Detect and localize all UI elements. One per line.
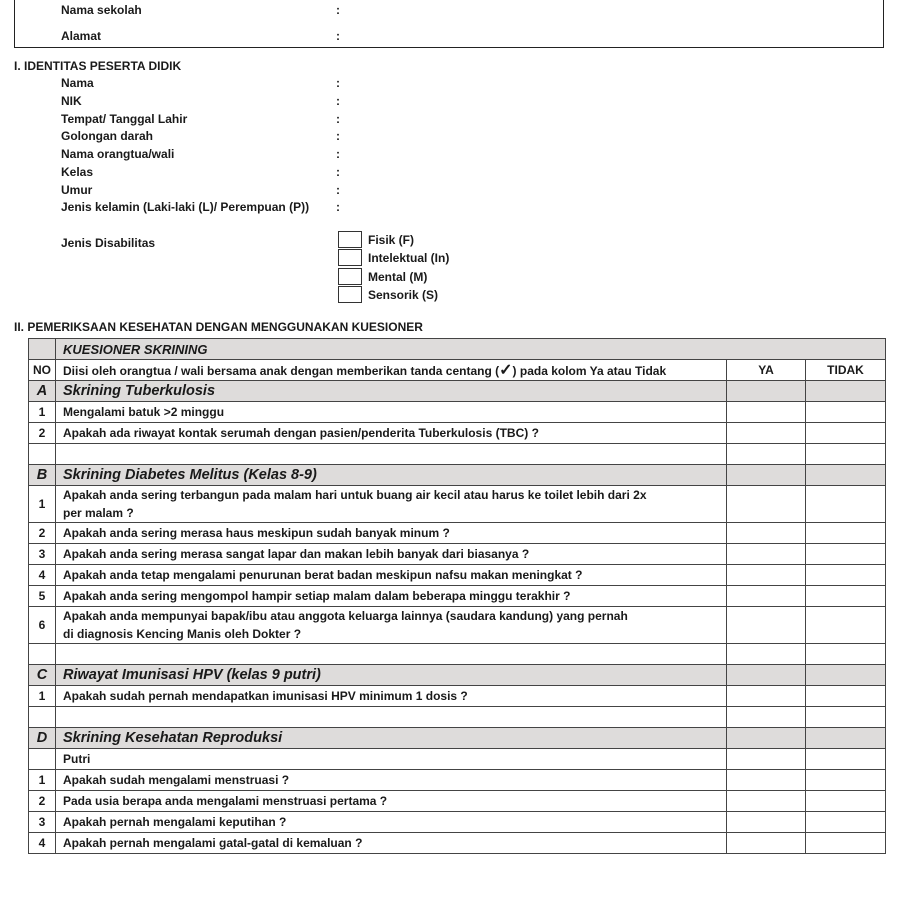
answer-ya-cell[interactable] xyxy=(727,486,806,523)
subsection-ya-cell xyxy=(727,749,806,770)
table-row xyxy=(29,770,886,791)
section-title: Skrining Diabetes Melitus (Kelas 8-9) xyxy=(56,465,727,486)
table-row xyxy=(29,812,886,833)
title-blank-cell xyxy=(29,339,56,360)
answer-tidak-cell[interactable] xyxy=(806,565,886,586)
question-line-1: Apakah anda mempunyai bapak/ibu atau anggota keluarga lainnya (saudara kandung) yang pernah xyxy=(63,609,628,623)
field-class-label: Kelas xyxy=(61,165,94,179)
field-blood-type-label: Golongan darah xyxy=(61,129,154,143)
table-row xyxy=(29,586,886,607)
subsection-blank-cell xyxy=(29,749,56,770)
empty-cell xyxy=(29,707,56,728)
section-code: A xyxy=(29,381,56,402)
header-instruction-after: ) pada kolom Ya atau Tidak xyxy=(512,364,667,378)
subsection-tidak-cell xyxy=(806,749,886,770)
row-number: 5 xyxy=(29,586,56,607)
table-row xyxy=(29,565,886,586)
school-name-colon: : xyxy=(336,3,340,17)
empty-cell xyxy=(806,707,886,728)
table-row xyxy=(29,686,886,707)
table-header-row xyxy=(29,360,886,381)
disability-physical-label: Fisik (F) xyxy=(368,233,415,247)
answer-ya-cell[interactable] xyxy=(727,686,806,707)
answer-ya-cell[interactable] xyxy=(727,523,806,544)
section-title: Riwayat Imunisasi HPV (kelas 9 putri) xyxy=(56,665,727,686)
section-tidak-cell xyxy=(806,728,886,749)
row-number: 2 xyxy=(29,523,56,544)
table-title-row xyxy=(29,339,886,360)
school-address-colon: : xyxy=(336,29,340,43)
section-b-row xyxy=(29,465,886,486)
row-number: 3 xyxy=(29,812,56,833)
school-name-label: Nama sekolah xyxy=(61,3,142,17)
answer-ya-cell[interactable] xyxy=(727,812,806,833)
answer-ya-cell[interactable] xyxy=(727,423,806,444)
row-number: 4 xyxy=(29,565,56,586)
section-ya-cell xyxy=(727,465,806,486)
answer-ya-cell[interactable] xyxy=(727,770,806,791)
subsection-title: Putri xyxy=(56,749,727,770)
row-number: 6 xyxy=(29,607,56,644)
question-text xyxy=(56,486,727,523)
question-text: Apakah sudah mengalami menstruasi ? xyxy=(56,770,727,791)
row-number: 4 xyxy=(29,833,56,854)
row-number: 2 xyxy=(29,791,56,812)
question-line-2: di diagnosis Kencing Manis oleh Dokter ? xyxy=(63,627,302,641)
answer-tidak-cell[interactable] xyxy=(806,402,886,423)
table-row xyxy=(29,791,886,812)
answer-tidak-cell[interactable] xyxy=(806,486,886,523)
answer-tidak-cell[interactable] xyxy=(806,586,886,607)
header-ya: YA xyxy=(727,360,806,381)
field-nik-label: NIK xyxy=(61,94,82,108)
answer-ya-cell[interactable] xyxy=(727,586,806,607)
questionnaire-table xyxy=(28,338,886,854)
disability-label: Jenis Disabilitas xyxy=(61,236,156,250)
field-colon: : xyxy=(336,183,340,197)
empty-cell xyxy=(727,644,806,665)
answer-ya-cell[interactable] xyxy=(727,833,806,854)
section-code: D xyxy=(29,728,56,749)
row-number: 2 xyxy=(29,423,56,444)
section-c-row xyxy=(29,665,886,686)
question-text: Apakah sudah pernah mendapatkan imunisasi HPV minimum 1 dosis ? xyxy=(56,686,727,707)
question-line-2: per malam ? xyxy=(63,506,134,520)
table-row xyxy=(29,607,886,644)
field-gender-label: Jenis kelamin (Laki-laki (L)/ Perempuan (P)) xyxy=(61,200,310,214)
section-a-row xyxy=(29,381,886,402)
identity-section-title: I. IDENTITAS PESERTA DIDIK xyxy=(14,59,182,73)
question-text: Apakah ada riwayat kontak serumah dengan pasien/penderita Tuberkulosis (TBC) ? xyxy=(56,423,727,444)
answer-tidak-cell[interactable] xyxy=(806,770,886,791)
disability-intellectual-checkbox[interactable] xyxy=(338,249,362,266)
field-birth-label: Tempat/ Tanggal Lahir xyxy=(61,112,188,126)
field-colon: : xyxy=(336,147,340,161)
table-row xyxy=(29,544,886,565)
disability-physical-checkbox[interactable] xyxy=(338,231,362,248)
section-title: Skrining Tuberkulosis xyxy=(56,381,727,402)
table-row xyxy=(29,523,886,544)
field-guardian-label: Nama orangtua/wali xyxy=(61,147,175,161)
answer-tidak-cell[interactable] xyxy=(806,791,886,812)
question-text: Apakah anda sering merasa sangat lapar dan makan lebih banyak dari biasanya ? xyxy=(56,544,727,565)
school-address-label: Alamat xyxy=(61,29,102,43)
table-title: KUESIONER SKRINING xyxy=(56,339,886,360)
answer-tidak-cell[interactable] xyxy=(806,686,886,707)
check-mark-icon: ✓ xyxy=(499,362,513,379)
empty-cell xyxy=(29,444,56,465)
exam-section-title: II. PEMERIKSAAN KESEHATAN DENGAN MENGGUNAKAN KUESIONER xyxy=(14,320,423,334)
answer-tidak-cell[interactable] xyxy=(806,523,886,544)
section-d-row xyxy=(29,728,886,749)
empty-cell xyxy=(727,444,806,465)
field-nama-label: Nama xyxy=(61,76,94,90)
field-colon: : xyxy=(336,112,340,126)
field-colon: : xyxy=(336,94,340,108)
empty-cell xyxy=(806,644,886,665)
field-colon: : xyxy=(336,76,340,90)
answer-ya-cell[interactable] xyxy=(727,565,806,586)
disability-sensory-checkbox[interactable] xyxy=(338,286,362,303)
empty-cell xyxy=(56,707,727,728)
answer-ya-cell[interactable] xyxy=(727,791,806,812)
row-number: 1 xyxy=(29,770,56,791)
empty-row xyxy=(29,644,886,665)
answer-ya-cell[interactable] xyxy=(727,607,806,644)
empty-cell xyxy=(56,644,727,665)
empty-cell xyxy=(56,444,727,465)
school-info-box xyxy=(14,0,884,48)
question-text: Pada usia berapa anda mengalami menstruasi pertama ? xyxy=(56,791,727,812)
question-text: Apakah anda sering mengompol hampir setiap malam dalam beberapa minggu terakhir ? xyxy=(56,586,727,607)
header-instruction-before: Diisi oleh orangtua / wali bersama anak dengan memberikan tanda centang ( xyxy=(63,364,500,378)
table-row xyxy=(29,402,886,423)
answer-tidak-cell[interactable] xyxy=(806,423,886,444)
disability-mental-label: Mental (M) xyxy=(368,270,428,284)
section-ya-cell xyxy=(727,665,806,686)
section-ya-cell xyxy=(727,728,806,749)
field-colon: : xyxy=(336,129,340,143)
section-tidak-cell xyxy=(806,381,886,402)
table-row xyxy=(29,833,886,854)
answer-tidak-cell[interactable] xyxy=(806,812,886,833)
question-text: Apakah pernah mengalami gatal-gatal di kemaluan ? xyxy=(56,833,727,854)
disability-mental-checkbox[interactable] xyxy=(338,268,362,285)
row-number: 1 xyxy=(29,486,56,523)
question-text: Apakah anda sering merasa haus meskipun sudah banyak minum ? xyxy=(56,523,727,544)
field-colon: : xyxy=(336,200,340,214)
field-colon: : xyxy=(336,165,340,179)
empty-row xyxy=(29,444,886,465)
question-text: Apakah anda tetap mengalami penurunan berat badan meskipun nafsu makan meningkat ? xyxy=(56,565,727,586)
row-number: 3 xyxy=(29,544,56,565)
empty-row xyxy=(29,707,886,728)
table-row xyxy=(29,423,886,444)
row-number: 1 xyxy=(29,686,56,707)
question-text: Mengalami batuk >2 minggu xyxy=(56,402,727,423)
header-instruction xyxy=(56,360,727,381)
question-line-1: Apakah anda sering terbangun pada malam hari untuk buang air kecil atau harus ke toilet lebih dari 2x xyxy=(63,488,647,502)
answer-tidak-cell[interactable] xyxy=(806,544,886,565)
answer-tidak-cell[interactable] xyxy=(806,833,886,854)
header-tidak: TIDAK xyxy=(806,360,886,381)
section-title: Skrining Kesehatan Reproduksi xyxy=(56,728,727,749)
row-number: 1 xyxy=(29,402,56,423)
empty-cell xyxy=(727,707,806,728)
empty-cell xyxy=(806,444,886,465)
question-text: Apakah pernah mengalami keputihan ? xyxy=(56,812,727,833)
answer-tidak-cell[interactable] xyxy=(806,607,886,644)
field-age-label: Umur xyxy=(61,183,93,197)
header-no: NO xyxy=(29,360,56,381)
section-code: C xyxy=(29,665,56,686)
section-tidak-cell xyxy=(806,665,886,686)
disability-sensory-label: Sensorik (S) xyxy=(368,288,439,302)
disability-intellectual-label: Intelektual (In) xyxy=(368,251,450,265)
section-ya-cell xyxy=(727,381,806,402)
subsection-row xyxy=(29,749,886,770)
question-text xyxy=(56,607,727,644)
answer-ya-cell[interactable] xyxy=(727,402,806,423)
empty-cell xyxy=(29,644,56,665)
section-tidak-cell xyxy=(806,465,886,486)
section-code: B xyxy=(29,465,56,486)
table-row xyxy=(29,486,886,523)
answer-ya-cell[interactable] xyxy=(727,544,806,565)
